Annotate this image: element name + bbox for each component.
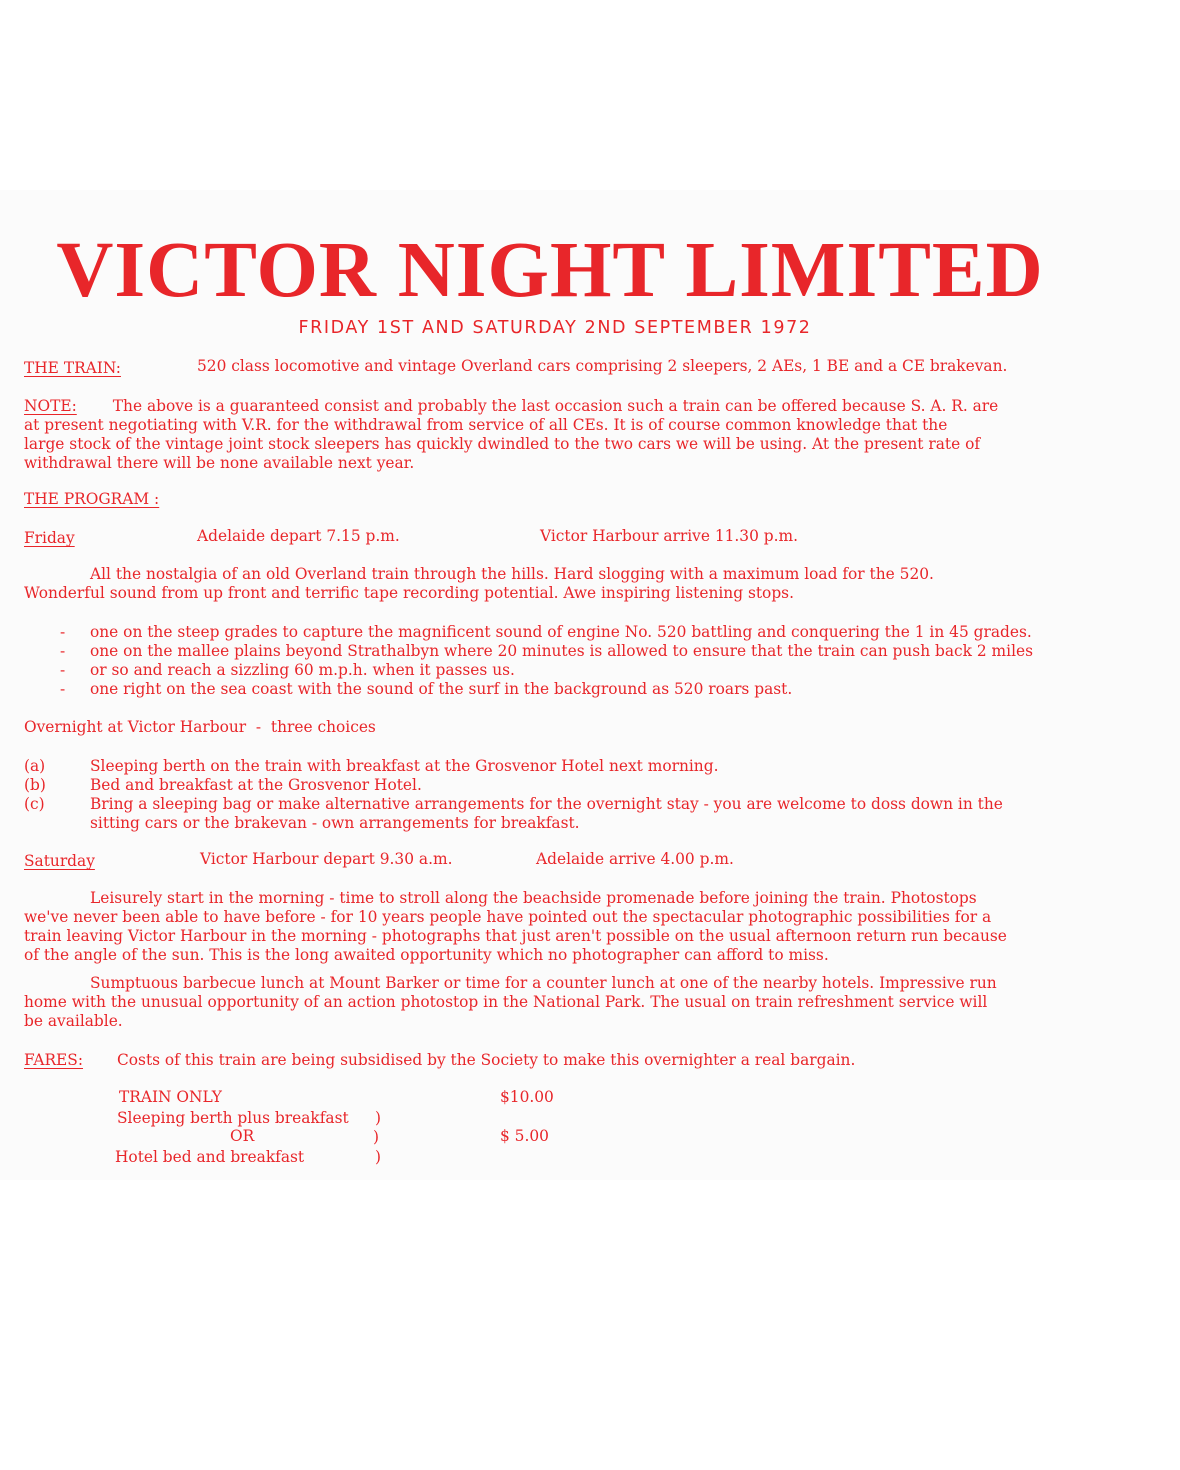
train-text: 520 class locomotive and vintage Overland cars comprising 2 sleepers, 2 AEs, 1 BE and a CE brakevan. [197,357,1008,375]
friday-paragraph [24,565,1099,603]
friday-para-line: All the nostalgia of an old Overland train through the hills. Hard slogging with a maximum load for the 520. [90,565,934,583]
train-label: THE TRAIN: [24,359,121,377]
fare-bracket: ) [375,1148,382,1166]
list-item: - one on the steep grades to capture the magnificent sound of engine No. 520 battling and conquering the 1 in 45 grades. [60,623,1032,641]
friday-para-line: Wonderful sound from up front and terrific tape recording potential. Awe inspiring listening stops. [24,584,794,602]
fare-or: OR [230,1127,255,1145]
friday-label: Friday [24,529,75,547]
note-line: withdrawal there will be none available next year. [24,454,415,472]
program-label: THE PROGRAM : [24,490,160,508]
fares-intro: Costs of this train are being subsidised by the Society to make this overnighter a real bargain. [117,1051,856,1069]
list-item: - one on the mallee plains beyond Strathalbyn where 20 minutes is allowed to ensure that the train can push back 2 miles [60,642,1033,660]
note-line: large stock of the vintage joint stock sleepers has quickly dwindled to the two cars we will be using. At the present rate of [24,435,981,453]
page-subtitle: FRIDAY 1ST AND SATURDAY 2ND SEPTEMBER 1972 [298,318,812,338]
fare-bracket: ) [373,1128,380,1146]
list-item: - one right on the sea coast with the sound of the surf in the background as 520 roars past. [60,680,793,698]
fare-train-only-price: $10.00 [500,1088,554,1106]
saturday-paragraph-2: Sumptuous barbecue lunch at Mount Barker or time for a counter lunch at one of the nearby hotels. Impressive run home with the unusual opportunity of an action photostop in the National Park. The usual on train refreshment service will be available. [24,974,997,1030]
overnight-choices: three choices [270,718,376,736]
note-line: The above is a guaranteed consist and probably the last occasion such a train can be offered because S. A. R. are [112,397,999,415]
saturday-arrive: Adelaide arrive 4.00 p.m. [536,850,734,868]
fare-combo-price: $ 5.00 [500,1127,549,1145]
list-item: - or so and reach a sizzling 60 m.p.h. when it passes us. [60,661,515,679]
note-label: NOTE: [24,397,77,415]
saturday-depart: Victor Harbour depart 9.30 a.m. [200,850,453,868]
saturday-paragraph-1: Leisurely start in the morning - time to stroll along the beachside promenade before joining the train. Photostops we've never been able to have before - for 10 years people have pointed out the spectacular photographic possibilities for a train leaving Victor Harbour in the morning - photographs that just aren't possible on the usual afternoon return run because of the angle of the sun. This is the long awaited opportunity which no photographer can afford to miss. [24,889,1007,964]
list-item: (c) Bring a sleeping bag or make alternative arrangements for the overnight stay - you are welcome to doss down in the sitting cars or the brakevan - own arrangements for breakfast. [24,795,1003,832]
friday-arrive: Victor Harbour arrive 11.30 p.m. [540,527,799,545]
fare-hotel: Hotel bed and breakfast [115,1148,305,1166]
fares-label: FARES: [24,1051,84,1069]
list-item: (b) Bed and breakfast at the Grosvenor Hotel. [24,776,422,794]
listening-stops-list [24,623,1099,699]
fare-bracket: ) [375,1109,382,1127]
fare-train-only: TRAIN ONLY [119,1088,222,1106]
page-title: VICTOR NIGHT LIMITED [56,227,1044,314]
saturday-label: Saturday [24,852,95,870]
note-block [24,397,1099,473]
list-item: (a) Sleeping berth on the train with breakfast at the Grosvenor Hotel next morning. [24,757,719,775]
fare-sleeping-berth: Sleeping berth plus breakfast [117,1109,349,1127]
note-line: at present negotiating with V.R. for the withdrawal from service of all CEs. It is of course common knowledge that the [24,416,948,434]
overnight-heading: Overnight at Victor Harbour - three choices [24,718,376,736]
overnight-options [24,757,1099,833]
friday-depart: Adelaide depart 7.15 p.m. [197,527,400,545]
